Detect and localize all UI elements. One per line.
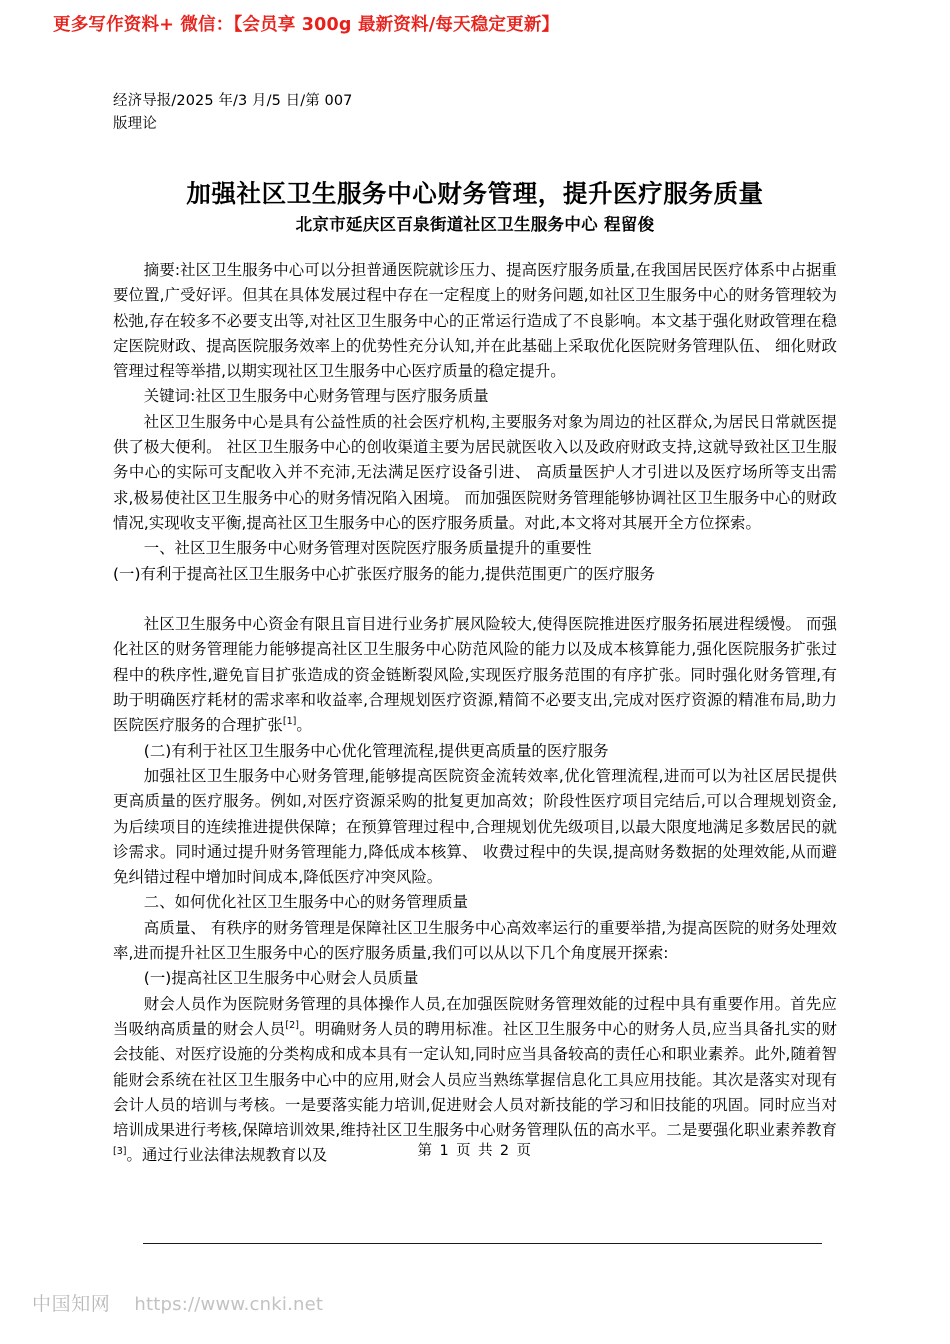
journal-source-info	[113, 90, 813, 137]
section-heading-2: 二、如何优化社区卫生服务中心的财务管理质量	[143, 893, 469, 912]
introduction-paragraph: 社区卫生服务中心是具有公益性质的社会医疗机构,主要服务对象为周边的社区群众,为居民日常就医提供了极大便利。 社区卫生服务中心的创收渠道主要为居民就医收入以及政府财政支持,这就导致社区卫生服务中心的实际可支配收入并不充沛,无法满足医疗设备引进、 高质量医护人才引进以及医疗场所等支出需求,极易使社区卫生服务中心的财务情况陷入困境。 而加强医院财务管理能够协调社区卫生服务中心的财政情况,实现收支平衡,提高社区卫生服务中心的医疗服务质量。对此,本文将对其展开全方位探索。	[113, 412, 837, 532]
article-title: 加强社区卫生服务中心财务管理，提升医疗服务质量	[186, 179, 764, 209]
cnki-watermark	[32, 1289, 323, 1316]
paragraph-1-1-end: 。	[296, 716, 312, 735]
journal-source-line-2: 版理论	[113, 116, 157, 133]
subsection-heading-1-2: (二)有利于社区卫生服务中心优化管理流程,提供更高质量的医疗服务	[143, 741, 609, 760]
page-number-footer: 第 1 页 共 2 页	[417, 1143, 533, 1159]
section-heading-1: 一、社区卫生服务中心财务管理对医院医疗服务质量提升的重要性	[143, 539, 592, 558]
keywords-paragraph: 关键词:社区卫生服务中心财务管理与医疗服务质量	[143, 387, 489, 406]
reference-marker-3: [3]	[113, 1146, 127, 1158]
paragraph-1-2: 加强社区卫生服务中心财务管理,能够提高医院资金流转效率,优化管理流程,进而可以为社区居民提供更高质量的医疗服务。例如,对医疗资源采购的批复更加高效；阶段性医疗项目完结后,可以合理规划资金,为后续项目的连续推进提供保障；在预算管理过程中,合理规划优先级项目,以最大限度地满足多数居民的就诊需求。同时通过提升财务管理能力,降低成本核算、 收费过程中的失误,提高财务数据的处理效能,从而避免纠错过程中增加时间成本,降低医疗冲突风险。	[113, 766, 837, 887]
paragraph-1-1	[113, 612, 837, 738]
abstract-paragraph: 摘要:社区卫生服务中心可以分担普通医院就诊压力、提高医疗服务质量,在我国居民医疗体系中占据重要位置,广受好评。但其在具体发展过程中存在一定程度上的财务问题,如社区卫生服务中心的财务管理较为松弛,存在较多不必要支出等,对社区卫生服务中心的正常运行造成了不良影响。本文基于强化财政管理在稳定医院财政、提高医院服务效率上的优势性充分认知,并在此基础上采取优化医院财务管理队伍、 细化财政管理过程等举措,以期实现社区卫生服务中心医疗质量的稳定提升。	[113, 261, 837, 381]
paragraph-2-1-text-a: 财会人员作为医院财务管理的具体操作人员,在加强医院财务管理效能的过程中具有重要作用。首先应当吸纳高质量的财会人员	[113, 994, 837, 1038]
article-byline: 北京市延庆区百泉街道社区卫生服务中心 程留俊	[295, 215, 655, 234]
subsection-heading-2-1: (一)提高社区卫生服务中心财会人员质量	[143, 969, 419, 988]
paragraph-2-1-text-c: 。通过行业法律法规教育以及	[126, 1146, 328, 1165]
paragraph-1-1-text: 社区卫生服务中心资金有限且盲目进行业务扩展风险较大,使得医院推进医疗服务拓展进程缓慢。 而强化社区的财务管理能力能够提高社区卫生服务中心防范风险的能力以及成本核算能力,强化医院服务扩张过程中的秩序性,避免盲目扩张造成的资金链断裂风险,实现医疗服务范围的有序扩张。同时强化财务管理,有助于明确医疗耗材的需求率和收益率,合理规划医疗资源,精简不必要支出,完成对医疗资源的精准布局,助力医院医疗服务的合理扩张	[113, 615, 837, 735]
article-body	[113, 258, 837, 1169]
paragraph-spacer	[113, 587, 837, 612]
paragraph-2-intro: 高质量、 有秩序的财务管理是保障社区卫生服务中心高效率运行的重要举措,为提高医院的财务处理效率,进而提升社区卫生服务中心的医疗服务质量,我们可以从以下几个角度展开探索:	[113, 918, 837, 963]
reference-marker-1: [1]	[282, 716, 297, 728]
footer-divider	[143, 1243, 822, 1244]
journal-source-line-1: 经济导报/2025 年/3 月/5 日/第 007	[113, 93, 353, 109]
reference-marker-2: [2]	[285, 1019, 299, 1031]
promo-banner-text: 更多写作资料+ 微信：【会员享 300g 最新资料/每天稳定更新】	[53, 15, 560, 35]
cnki-brand-label: 中国知网	[32, 1293, 111, 1315]
cnki-url-label: https://www.cnki.net	[134, 1294, 324, 1315]
subsection-heading-1-1: (一)有利于提高社区卫生服务中心扩张医疗服务的能力,提供范围更广的医疗服务	[113, 564, 656, 583]
paragraph-2-1-text-b: 。明确财务人员的聘用标准。社区卫生服务中心的财务人员,应当具备扎实的财会技能、对医疗设施的分类构成和成本具有一定认知,同时应当具备较高的责任心和职业素养。此外,随着智能财会系统在社区卫生服务中心中的应用,财会人员应当熟练掌握信息化工具应用技能。其次是落实对现有会计人员的培训与考核。一是要落实能力培训,促进财会人员对新技能的学习和旧技能的巩固。同时应当对培训成果进行考核,保障培训效果,维持社区卫生服务中心财务管理队伍的高水平。二是要强化职业素养教育	[113, 1019, 837, 1140]
